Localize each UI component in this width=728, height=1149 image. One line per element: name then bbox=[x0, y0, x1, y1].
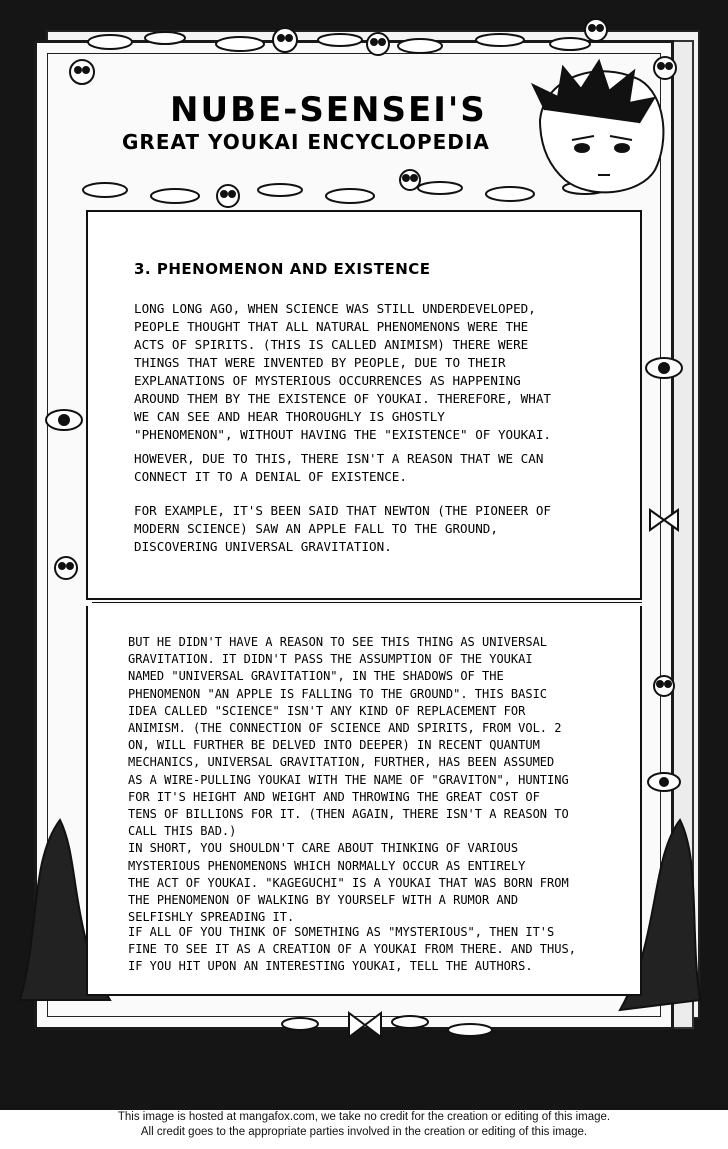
paragraph-1: LONG LONG AGO, WHEN SCIENCE WAS STILL UNDERDEVELOPED, PEOPLE THOUGHT THAT ALL NATURAL PHENOMENONS WERE THE ACTS OF SPIRITS. (THIS IS CALLED ANIMISM) THERE WERE THINGS THAT WERE INVENTED BY PEOPLE, DUE TO THEIR EXPLANATIONS OF MYSTERIOUS OCCURRENCES AS HAPPENING AROUND THEM BY THE EXISTENCE OF YOUKAI. THEREFORE, WHAT WE CAN SEE AND HEAR THOROUGHLY IS GHOSTLY "PHENOMENON", WITHOUT HAVING THE "EXISTENCE" OF YOUKAI. bbox=[134, 301, 552, 442]
text-panel-top bbox=[86, 210, 642, 600]
text-panel-bottom bbox=[86, 606, 642, 996]
paragraph-4: BUT HE DIDN'T HAVE A REASON TO SEE THIS THING AS UNIVERSAL GRAVITATION. IT DIDN'T PASS THE ASSUMPTION OF THE YOUKAI NAMED "UNIVERSAL GRAVITATION", IN THE SHADOWS OF THE PHENOMENON "AN APPLE IS FALLING TO THE GROUND". THIS BASIC IDEA CALLED "SCIENCE" ISN'T ANY KIND OF REPLACEMENT FOR ANIMISM. (THE CONNECTION OF SCIENCE AND SPIRITS, FROM VOL. 2 ON, WILL FURTHER BE DELVED INTO DEEPER) IN RECENT QUANTUM MECHANICS, UNIVERSAL GRAVITATION, FURTHER, HAS BEEN ASSUMED AS A WIRE-PULLING YOUKAI WITH THE NAME OF "GRAVITON", HUNTING FOR IT'S HEIGHT AND WEIGHT AND THROWING THE GREAT COST OF TENS OF BILLIONS FOR IT. (THEN AGAIN, THERE ISN'T A REASON TO CALL THIS BAD.) IN SHORT, YOU SHOULDN'T CARE ABOUT THINKING OF VARIOUS MYSTERIOUS PHENOMENONS WHICH NORMALLY OCCUR AS ENTIRELY THE ACT OF YOUKAI. "KAGEGUCHI" IS A YOUKAI THAT WAS BORN FROM THE PHENOMENON OF WALKING BY YOURSELF WITH A RUMOR AND SELFISHLY SPREADING IT. bbox=[128, 635, 569, 925]
butterfly-icon bbox=[349, 1013, 381, 1037]
footer-line-1: This image is hosted at mangafox.com, we take no credit for the creation or editing of this image. bbox=[117, 1111, 611, 1123]
page-title: NUBE-SENSEI'S bbox=[170, 90, 487, 130]
paragraph-2: HOWEVER, DUE TO THIS, THERE ISN'T A REASON THAT WE CAN CONNECT IT TO A DENIAL OF EXISTENCE. bbox=[134, 451, 544, 484]
hosting-footer bbox=[0, 1110, 728, 1149]
page-header bbox=[40, 45, 680, 195]
skull-icon bbox=[55, 557, 77, 579]
skull-icon bbox=[585, 19, 607, 41]
page-divider bbox=[92, 602, 642, 603]
eye-icon bbox=[646, 358, 682, 378]
paragraph-3: FOR EXAMPLE, IT'S BEEN SAID THAT NEWTON (THE PIONEER OF MODERN SCIENCE) SAW AN APPLE FALL TO THE GROUND, DISCOVERING UNIVERSAL GRAVITATION. bbox=[134, 503, 552, 554]
section-heading: 3. PHENOMENON AND EXISTENCE bbox=[134, 260, 431, 278]
paragraph-5: IF ALL OF YOU THINK OF SOMETHING AS "MYSTERIOUS", THEN IT'S FINE TO SEE IT AS A CREATION OF A YOUKAI FROM THERE. AND THUS, IF YOU HIT UPON AN INTERESTING YOUKAI, TELL THE AUTHORS. bbox=[128, 925, 576, 974]
skull-icon bbox=[654, 676, 674, 696]
bottom-bones-icon bbox=[282, 1016, 492, 1036]
butterfly-icon bbox=[650, 510, 678, 530]
eye-icon bbox=[46, 410, 82, 430]
eye-icon bbox=[648, 773, 680, 791]
page-subtitle: GREAT YOUKAI ENCYCLOPEDIA bbox=[122, 130, 490, 154]
footer-line-2: All credit goes to the appropriate parties involved in the creation or editing of this image. bbox=[140, 1126, 588, 1138]
